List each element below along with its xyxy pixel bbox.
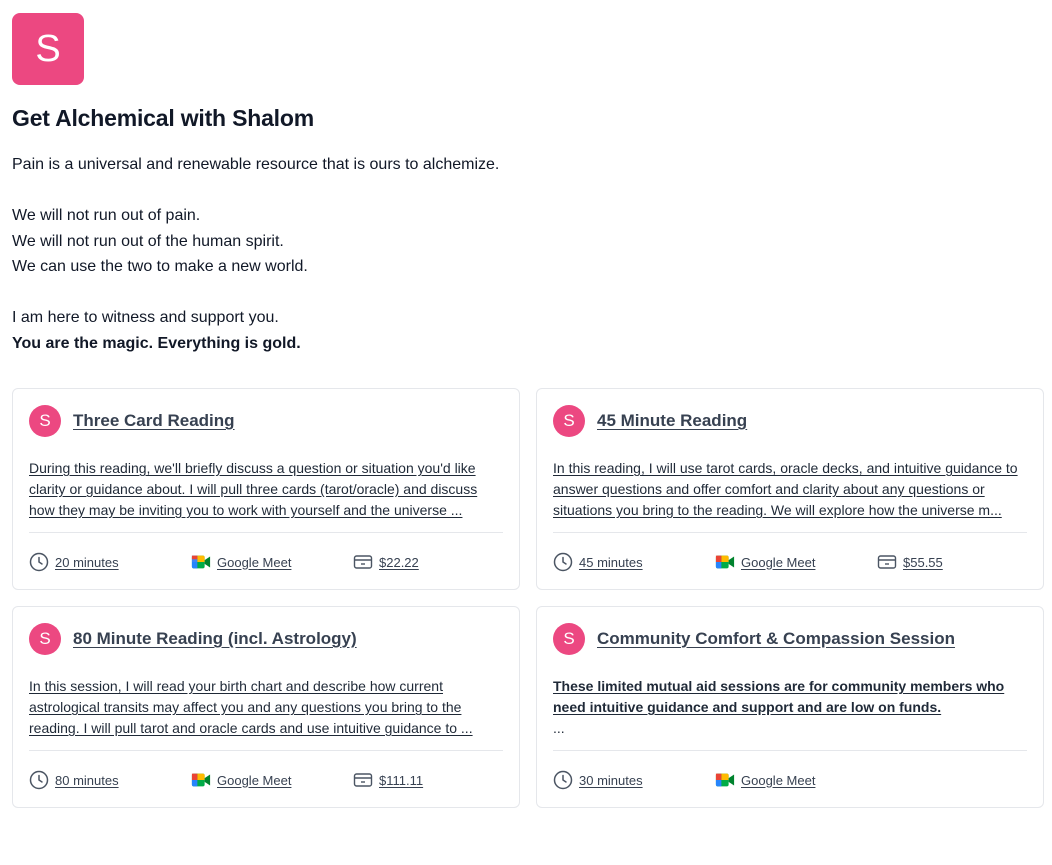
event-meta — [553, 769, 1027, 791]
event-card-three-card-reading[interactable] — [12, 388, 520, 590]
event-title-link[interactable]: Community Comfort & Compassion Session — [597, 629, 955, 648]
bio-line: We will not run out of the human spirit. — [12, 232, 284, 250]
profile-title: Get Alchemical with Shalom — [12, 105, 314, 131]
event-price[interactable]: $111.11 — [379, 772, 424, 788]
credit-card-icon — [877, 552, 897, 572]
divider — [553, 532, 1027, 533]
credit-card-icon — [353, 770, 373, 790]
event-price[interactable]: $55.55 — [903, 554, 943, 570]
event-card-80-minute-reading[interactable] — [12, 606, 520, 808]
profile-bio — [12, 152, 499, 356]
event-description[interactable]: In this session, I will read your birth chart and describe how current astrological transits may affect you and any questions you bring to the reading. I will pull tarot and oracle cards and use intuitive guidance to ... — [29, 678, 473, 736]
google-meet-icon — [191, 552, 211, 572]
clock-icon — [553, 552, 573, 572]
event-price[interactable]: $22.22 — [379, 554, 419, 570]
google-meet-icon — [715, 552, 735, 572]
event-location[interactable]: Google Meet — [741, 554, 816, 570]
event-card-45-minute-reading[interactable] — [536, 388, 1044, 590]
event-avatar: S — [29, 623, 61, 655]
event-location[interactable]: Google Meet — [217, 772, 292, 788]
event-description[interactable]: These limited mutual aid sessions are for community members who need intuitive guidance and support and are low on funds. — [553, 678, 1005, 715]
bio-line: I am here to witness and support you. — [12, 309, 279, 326]
google-meet-icon — [715, 770, 735, 790]
event-avatar: S — [553, 405, 585, 437]
event-duration[interactable]: 45 minutes — [579, 554, 643, 570]
divider — [29, 532, 503, 533]
bio-line-bold: You are the magic. Everything is gold. — [12, 334, 301, 352]
event-meta — [29, 551, 503, 573]
event-location[interactable]: Google Meet — [217, 554, 292, 570]
google-meet-icon — [191, 770, 211, 790]
event-title-link[interactable]: 80 Minute Reading (incl. Astrology) — [73, 629, 357, 648]
bio-line: We can use the two to make a new world. — [12, 258, 308, 275]
bio-line: We will not run out of pain. — [12, 207, 201, 224]
event-description-more: ... — [553, 720, 565, 736]
clock-icon — [29, 770, 49, 790]
event-avatar: S — [29, 405, 61, 437]
credit-card-icon — [353, 552, 373, 572]
event-types-grid — [12, 388, 1044, 808]
event-title-link[interactable]: Three Card Reading — [73, 411, 235, 430]
event-meta — [553, 551, 1027, 573]
event-meta — [29, 769, 503, 791]
clock-icon — [29, 552, 49, 572]
event-avatar: S — [553, 623, 585, 655]
event-card-community-comfort[interactable] — [536, 606, 1044, 808]
event-description[interactable]: During this reading, we'll briefly discuss a question or situation you'd like clarity or guidance about. I will pull three cards (tarot/oracle) and discuss how they may be inviting you to work with yourself and the universe ... — [29, 460, 478, 518]
divider — [29, 750, 503, 751]
event-title-link[interactable]: 45 Minute Reading — [597, 411, 748, 430]
event-description[interactable]: In this reading, I will use tarot cards, oracle decks, and intuitive guidance to answer questions and offer comfort and clarity about any questions or situations you bring to the reading. We will explore how the universe m... — [553, 460, 1018, 518]
event-duration[interactable]: 30 minutes — [579, 772, 643, 788]
event-duration[interactable]: 20 minutes — [55, 554, 119, 570]
profile-avatar: S — [12, 13, 84, 85]
divider — [553, 750, 1027, 751]
clock-icon — [553, 770, 573, 790]
event-duration[interactable]: 80 minutes — [55, 772, 119, 788]
event-location[interactable]: Google Meet — [741, 772, 816, 788]
bio-line: Pain is a universal and renewable resource that is ours to alchemize. — [12, 156, 500, 173]
